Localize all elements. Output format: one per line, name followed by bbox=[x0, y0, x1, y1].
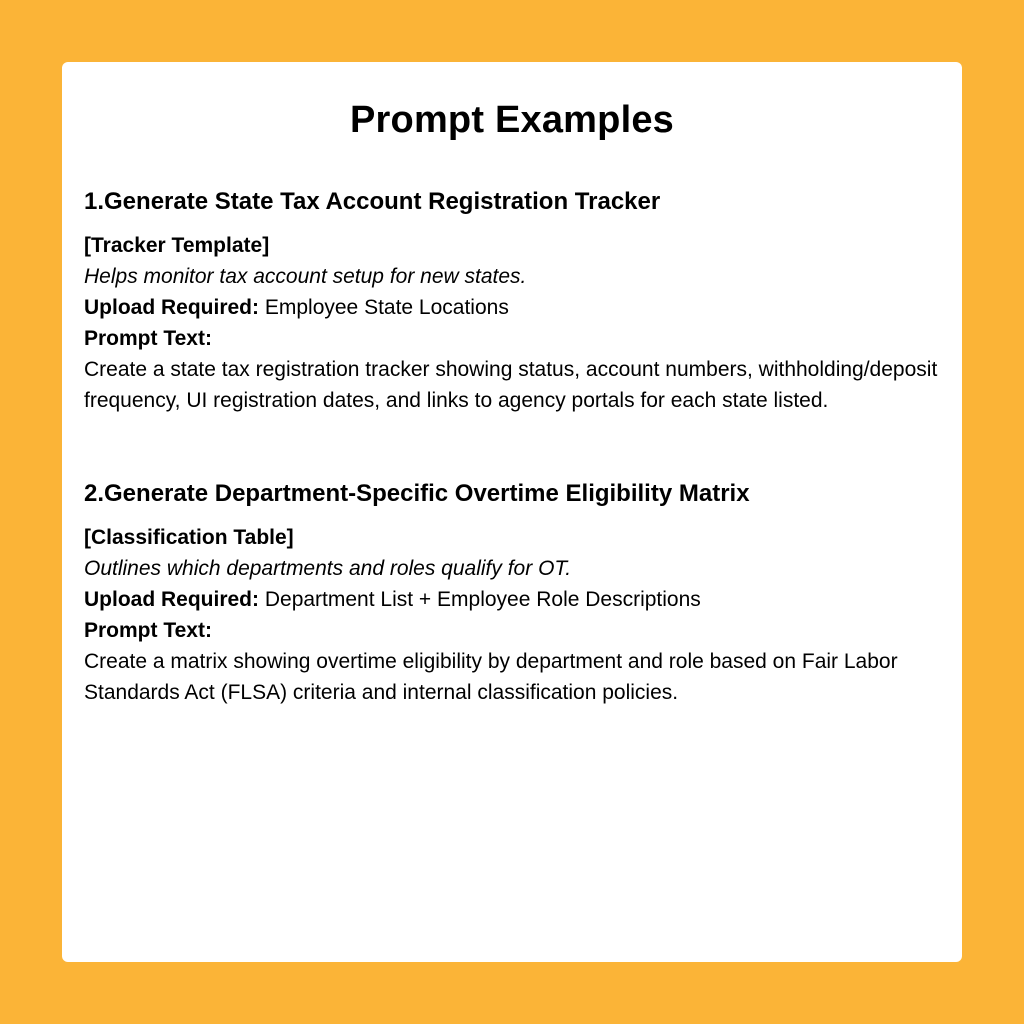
upload-required-label: Upload Required: bbox=[84, 588, 260, 611]
upload-required-line bbox=[84, 584, 940, 615]
prompt-text-label: Prompt Text: bbox=[84, 327, 212, 350]
template-tag: [Tracker Template] bbox=[84, 234, 270, 257]
page-title: Prompt Examples bbox=[350, 99, 674, 141]
prompt-text: Create a state tax registration tracker showing status, account numbers, withholding/deposit frequency, UI registration dates, and links to agency portals for each state listed. bbox=[84, 358, 938, 412]
prompt-text: Create a matrix showing overtime eligibility by department and role based on Fair Labor Standards Act (FLSA) criteria and internal classification policies. bbox=[84, 650, 898, 704]
prompt-section-1 bbox=[84, 186, 940, 416]
content-card bbox=[62, 62, 962, 962]
upload-required-line bbox=[84, 292, 940, 323]
upload-required-value: Department List + Employee Role Descriptions bbox=[259, 588, 701, 611]
template-tag: [Classification Table] bbox=[84, 526, 294, 549]
prompt-text-label: Prompt Text: bbox=[84, 619, 212, 642]
section-description: Helps monitor tax account setup for new states. bbox=[84, 265, 527, 288]
prompt-section-2 bbox=[84, 478, 940, 708]
upload-required-label: Upload Required: bbox=[84, 296, 260, 319]
section-description: Outlines which departments and roles qualify for OT. bbox=[84, 557, 572, 580]
section-heading: 1.Generate State Tax Account Registration Tracker bbox=[84, 188, 661, 215]
section-heading: 2.Generate Department-Specific Overtime Eligibility Matrix bbox=[84, 480, 750, 507]
upload-required-value: Employee State Locations bbox=[259, 296, 509, 319]
